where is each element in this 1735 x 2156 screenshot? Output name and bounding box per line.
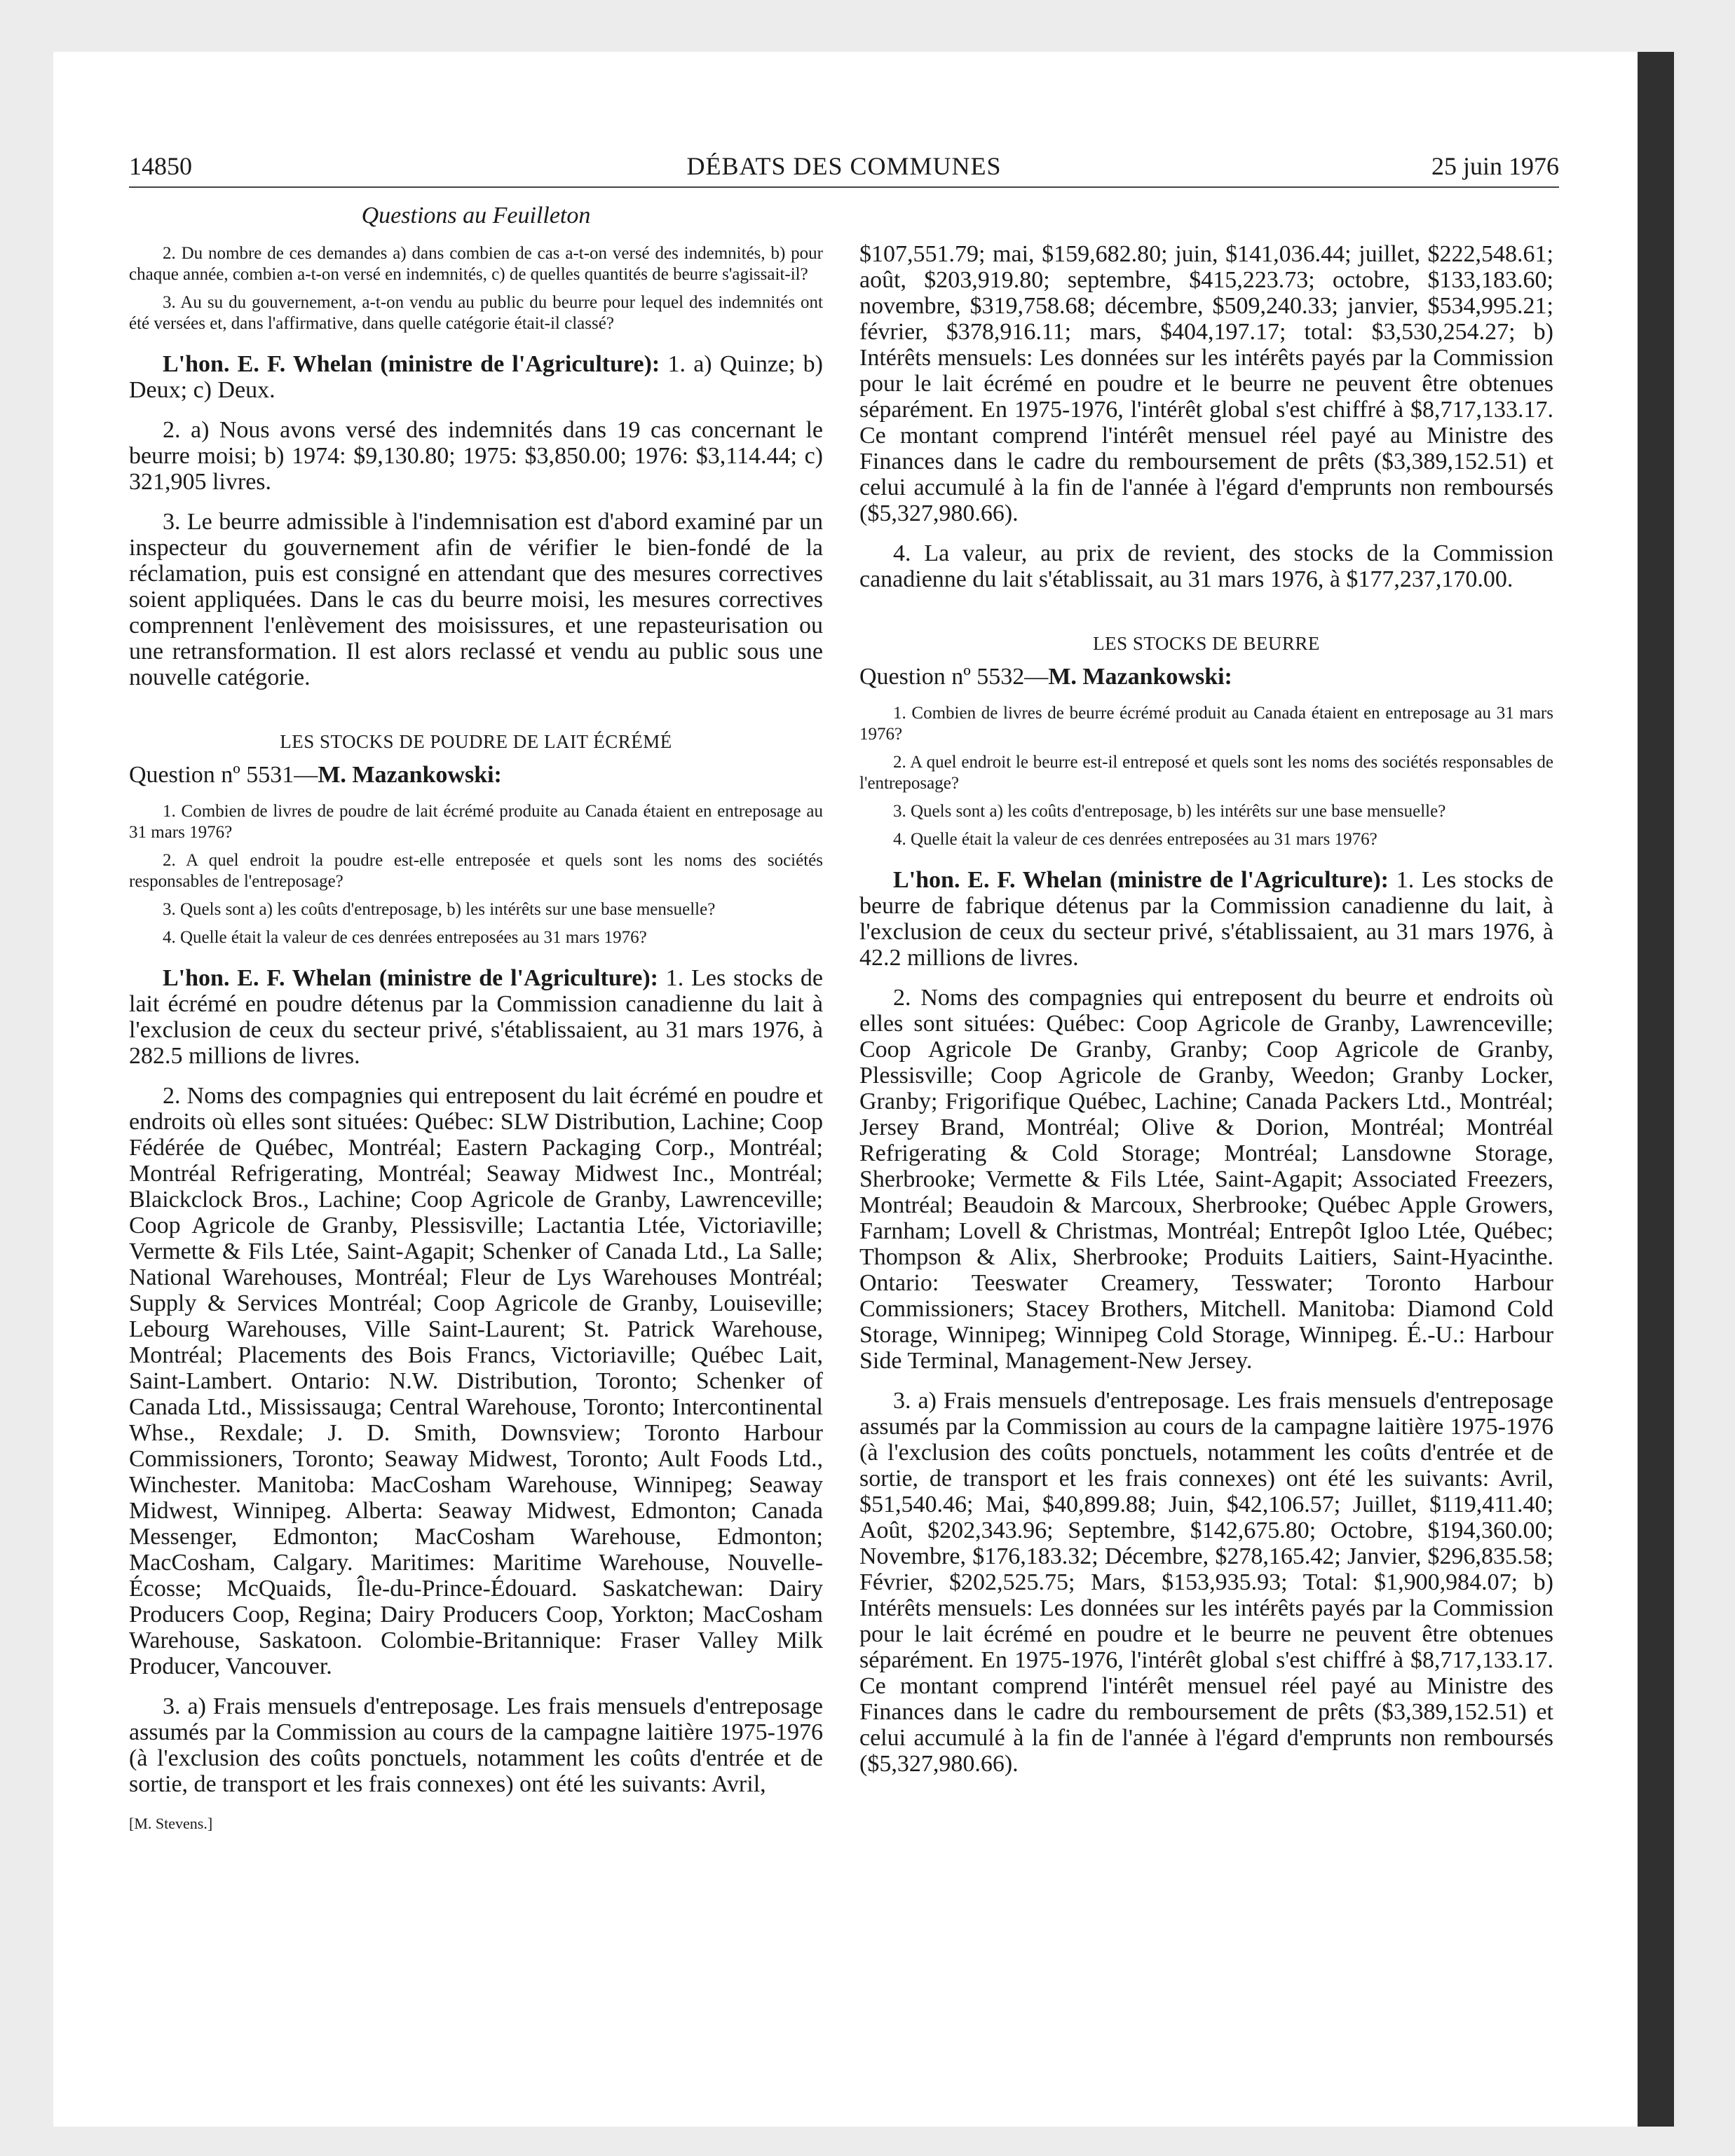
question-item: 3. Quels sont a) les coûts d'entreposage, b) les intérêts sur une base mensuelle? — [893, 802, 1446, 821]
question-item: 3. Quels sont a) les coûts d'entreposage, b) les intérêts sur une base mensuelle? — [163, 900, 716, 919]
answer-paragraph: 3. Le beurre admissible à l'indemnisation est d'abord examiné par un inspecteur du gouvernement afin de vérifier le bien-fondé de la réclamation, puis est consigné en attendant que des mesures correctives soient appliquées. Dans le cas du beurre moisi, les mesures correctives comprennent l'enlèvement des moisissures, et une repasteurisation ou une retransformation. Il est alors reclassé et vendu au public sous une nouvelle catégorie. — [129, 509, 823, 690]
question-item: 1. Combien de livres de beurre écrémé produit au Canada étaient en entreposage au 31 mars 1976? — [859, 704, 1553, 744]
answer-paragraph: $107,551.79; mai, $159,682.80; juin, $141,036.44; juillet, $222,548.61; août, $203,919.80; septembre, $415,223.73; octobre, $133,183.60; novembre, $319,758.68; décembre, $509,240.33; janvier, $534,995.21; février, $378,916.11; mars, $404,197.17; total: $3,530,254.27; b) Intérêts mensuels: Les données sur les intérêts payés par la Commission pour le lait écrémé en poudre et le beurre ne peuvent être obtenues séparément. En 1975-1976, l'intérêt global s'est chiffré à $8,717,133.17. Ce montant comprend l'intérêt mensuel réel payé au Ministre des Finances dans le cadre du remboursement de prêts ($3,389,152.51) et celui accumulé à la fin de l'année à l'égard d'emprunts non remboursés ($5,327,980.66). — [859, 241, 1553, 526]
question-item: 4. Quelle était la valeur de ces denrées entreposées au 31 mars 1976? — [163, 928, 647, 947]
speaker: L'hon. E. F. Whelan (ministre de l'Agriculture): — [163, 351, 660, 377]
question-item: 2. Du nombre de ces demandes a) dans combien de cas a-t-on versé des indemnités, b) pour chaque année, combien a-t-on versé en indemnités, c) de quelles quantités de beurre s'agissait-il? — [129, 244, 823, 284]
answer-paragraph — [859, 867, 1553, 971]
speaker: L'hon. E. F. Whelan (ministre de l'Agriculture): — [893, 867, 1389, 893]
header-title: DÉBATS DES COMMUNES — [686, 152, 1002, 180]
question-item: 3. Au su du gouvernement, a-t-on vendu au public du beurre pour lequel des indemnités ont été versées et, dans l'affirmative, dans quelle catégorie était-il classé? — [129, 293, 823, 333]
speaker: L'hon. E. F. Whelan (ministre de l'Agriculture): — [163, 965, 658, 991]
answer-text: 1. a) Quinze; b) Deux; c) Deux. — [129, 351, 823, 403]
question-heading — [129, 763, 823, 787]
question-member: M. Mazankowski: — [318, 762, 502, 788]
question-number: Question nº 5532— — [859, 664, 1049, 690]
question-member: M. Mazankowski: — [1048, 664, 1232, 690]
answer-paragraph — [129, 965, 823, 1069]
header-date: 25 juin 1976 — [1431, 152, 1559, 180]
question-number: Question nº 5531— — [129, 762, 318, 788]
answer-text: 1. Les stocks de beurre de fabrique détenus par la Commission canadienne du lait, à l'exclusion de ceux du secteur privé, s'établissaient, au 31 mars 1976, à 42.2 millions de livres. — [859, 867, 1553, 971]
answer-paragraph — [129, 351, 823, 403]
question-item: 4. Quelle était la valeur de ces denrées entreposées au 31 mars 1976? — [893, 830, 1377, 849]
answer-text: 1. Les stocks de lait écrémé en poudre détenus par la Commission canadienne du lait à l'exclusion de ceux du secteur privé, s'établissaient, au 31 mars 1976, à 282.5 millions de livres. — [129, 965, 823, 1069]
section-title: Questions au Feuilleton — [361, 203, 591, 228]
scan-edge-bar — [1638, 52, 1674, 2127]
answer-paragraph: 2. Noms des compagnies qui entreposent du beurre et endroits où elles sont situées: Québec: Coop Agricole de Granby, Lawrenceville; Coop Agricole De Granby, Granby; Coop Agricole de Granby, Plessisville; Coop Agricole de Granby, Weedon; Granby Locker, Granby; Frigorifique Québec, Lachine; Canada Packers Ltd., Montréal; Jersey Brand, Montréal; Olive & Dorion, Montréal; Montréal Refrigerating & Cold Storage; Montréal; Lansdowne Storage, Sherbrooke; Vermette & Fils Ltée, Saint-Agapit; Associated Freezers, Montréal; Beaudoin & Marcoux, Sherbrooke; Québec Apple Growers, Farnham; Lovell & Christmas, Montréal; Entrepôt Igloo Ltée, Québec; Thompson & Alix, Sherbrooke; Produits Laitiers, Saint-Hyacinthe. Ontario: Teeswater Creamery, Tesswater; Toronto Harbour Commissioners; Stacey Brothers, Mitchell. Manitoba: Diamond Cold Storage, Winnipeg; Winnipeg Cold Storage, Winnipeg. É.-U.: Harbour Side Terminal, Management-New Jersey. — [859, 985, 1553, 1374]
question-item: 2. A quel endroit le beurre est-il entreposé et quels sont les noms des sociétés responsables de l'entreposage? — [859, 753, 1553, 793]
right-column — [859, 241, 1553, 1791]
section-title: LES STOCKS DE BEURRE — [1093, 633, 1320, 654]
left-column — [129, 203, 823, 1836]
page-number: 14850 — [129, 152, 192, 180]
answer-paragraph: 3. a) Frais mensuels d'entreposage. Les frais mensuels d'entreposage assumés par la Commission au cours de la campagne laitière 1975-1976 (à l'exclusion des coûts ponctuels, notamment les coûts d'entrée et de sortie, de transport et les frais connexes) ont été les suivants: Avril, — [129, 1693, 823, 1797]
answer-paragraph: 2. a) Nous avons versé des indemnités dans 19 cas concernant le beurre moisi; b) 1974: $9,130.80; 1975: $3,850.00; 1976: $3,114.44; c) 321,905 livres. — [129, 417, 823, 495]
question-item: 1. Combien de livres de poudre de lait écrémé produite au Canada étaient en entreposage au 31 mars 1976? — [129, 802, 823, 842]
answer-paragraph: 2. Noms des compagnies qui entreposent du lait écrémé en poudre et endroits où elles sont situées: Québec: SLW Distribution, Lachine; Coop Fédérée de Québec, Montréal; Eastern Packaging Corp., Montréal; Montréal Refrigerating, Montréal; Seaway Midwest Inc., Montréal; Blaickclock Bros., Lachine; Coop Agricole de Granby, Lawrenceville; Coop Agricole de Granby, Plessisville; Lactantia Ltée, Victoriaville; Vermette & Fils Ltée, Saint-Agapit; Schenker of Canada Ltd., La Salle; National Warehouses, Montréal; Fleur de Lys Warehouses Montréal; Supply & Services Montréal; Coop Agricole de Granby, Louiseville; Lebourg Warehouses, Ville Saint-Laurent; St. Patrick Warehouse, Montréal; Placements des Bois Francs, Victoriaville; Québec Lait, Saint-Lambert. Ontario: N.W. Distribution, Toronto; Schenker of Canada Ltd., Mississauga; Central Warehouse, Toronto; Intercontinental Whse., Rexdale; J. D. Smith, Downsview; Toronto Harbour Commissioners, Toronto; Seaway Midwest, Toronto; Ault Foods Ltd., Winchester. Manitoba: MacCosham Warehouse, Winnipeg; Seaway Midwest, Winnipeg. Alberta: Seaway Midwest, Edmonton; Canada Messenger, Edmonton; MacCosham Warehouse, Edmonton; MacCosham, Calgary. Maritimes: Maritime Warehouse, Nouvelle-Écosse; McQuaids, Île-du-Prince-Édouard. Saskatchewan: Dairy Producers Coop, Regina; Dairy Producers Coop, Yorkton; MacCosham Warehouse, Saskatoon. Colombie-Britannique: Fraser Valley Milk Producer, Vancouver. — [129, 1083, 823, 1679]
answer-paragraph: 4. La valeur, au prix de revient, des stocks de la Commission canadienne du lait s'établissait, au 31 mars 1976, à $177,237,170.00. — [859, 540, 1553, 592]
answer-paragraph: 3. a) Frais mensuels d'entreposage. Les frais mensuels d'entreposage assumés par la Commission au cours de la campagne laitière 1975-1976 (à l'exclusion des coûts ponctuels, notamment les coûts d'entrée et de sortie, de transport et les frais connexes) ont été les suivants: Avril, $51,540.46; Mai, $40,899.88; Juin, $42,106.57; Juillet, $119,411.40; Août, $202,343.96; Septembre, $142,675.80; Octobre, $194,360.00; Novembre, $176,183.32; Décembre, $278,165.42; Janvier, $296,835.58; Février, $202,525.75; Mars, $153,935.93; Total: $1,900,984.07; b) Intérêts mensuels: Les données sur les intérêts payés par la Commission pour le lait écrémé en poudre et le beurre ne peuvent être obtenues séparément. En 1975-1976, l'intérêt global s'est chiffré à $8,717,133.17. Ce montant comprend l'intérêt mensuel réel payé au Ministre des Finances dans le cadre du remboursement de prêts ($3,389,152.51) et celui accumulé à la fin de l'année à l'égard d'emprunts non remboursés ($5,327,980.66). — [859, 1388, 1553, 1777]
running-header — [129, 151, 1559, 188]
section-title: LES STOCKS DE POUDRE DE LAIT ÉCRÉMÉ — [280, 731, 672, 752]
question-heading — [859, 664, 1553, 689]
question-item: 2. A quel endroit la poudre est-elle entreposée et quels sont les noms des sociétés responsables de l'entreposage? — [129, 851, 823, 891]
signature: [M. Stevens.] — [129, 1815, 213, 1832]
